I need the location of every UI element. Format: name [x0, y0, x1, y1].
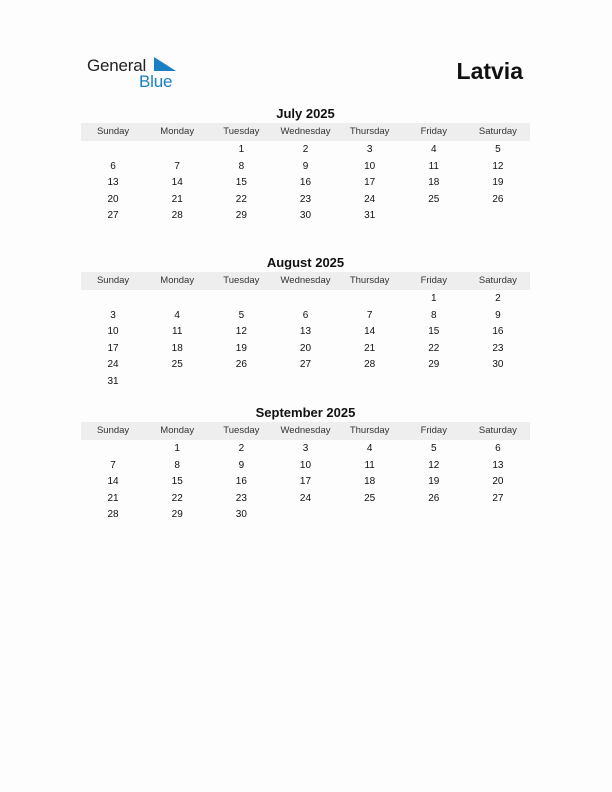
- week-row: [81, 507, 530, 524]
- week-row: [81, 357, 530, 374]
- day-cell: 11: [364, 459, 375, 471]
- day-cell: 23: [492, 342, 504, 354]
- day-cell: [81, 142, 145, 159]
- weekday-label: Saturday: [478, 425, 517, 436]
- day-cell: 10: [107, 326, 119, 338]
- week-row: [81, 175, 530, 192]
- day-cell: 21: [107, 492, 119, 504]
- day-cell: [466, 208, 530, 225]
- month-block: [81, 255, 530, 391]
- day-cell: 28: [171, 210, 183, 222]
- day-cell: 4: [430, 144, 437, 155]
- weekday-label: Thursday: [349, 126, 390, 137]
- day-cell: 11: [172, 326, 183, 338]
- week-rows: [81, 290, 530, 391]
- day-cell: 8: [174, 459, 180, 471]
- day-cell: 28: [107, 509, 119, 521]
- week-row: [81, 341, 530, 358]
- day-cell: 17: [107, 342, 119, 354]
- day-cell: 22: [428, 342, 440, 354]
- day-cell: 31: [107, 375, 119, 387]
- day-cell: 7: [110, 459, 116, 471]
- weekday-label: Thursday: [349, 425, 390, 436]
- day-cell: 24: [364, 193, 376, 205]
- day-cell: 27: [107, 210, 119, 222]
- day-cell: 18: [364, 476, 376, 488]
- day-cell: 9: [238, 459, 245, 471]
- day-cell: 15: [235, 177, 247, 189]
- logo-general-text: General: [87, 56, 147, 75]
- weekday-label: Sunday: [96, 126, 130, 137]
- day-cell: 22: [235, 193, 247, 205]
- day-cell: 6: [302, 309, 309, 321]
- week-row: [81, 374, 530, 391]
- day-cell: 15: [428, 326, 440, 338]
- day-cell: [209, 291, 273, 308]
- day-cell: 27: [492, 492, 504, 504]
- day-cell: 24: [299, 492, 312, 504]
- day-cell: [402, 507, 466, 524]
- day-cell: 25: [171, 359, 183, 371]
- month-block: [81, 106, 530, 225]
- weekday-header-row: [81, 272, 530, 290]
- day-cell: 2: [495, 293, 501, 304]
- day-cell: 6: [495, 443, 501, 454]
- day-cell: [273, 291, 337, 308]
- day-cell: 10: [364, 160, 376, 172]
- day-cell: [402, 374, 466, 391]
- day-cell: 7: [174, 160, 180, 172]
- day-cell: 22: [171, 492, 183, 504]
- day-cell: 1: [238, 144, 245, 155]
- day-cell: 7: [366, 309, 373, 321]
- day-cell: [338, 374, 402, 391]
- day-cell: 20: [492, 476, 504, 488]
- day-cell: 30: [299, 210, 312, 222]
- day-cell: 19: [428, 476, 440, 488]
- day-cell: 3: [366, 144, 373, 155]
- day-cell: 1: [430, 293, 437, 304]
- month-block: [81, 405, 530, 524]
- day-cell: 16: [235, 476, 247, 488]
- day-cell: 25: [364, 492, 376, 504]
- weekday-label: Saturday: [478, 275, 517, 286]
- day-cell: 13: [107, 177, 119, 189]
- weekday-label: Monday: [160, 126, 195, 137]
- day-cell: [466, 507, 530, 524]
- day-cell: 12: [492, 160, 504, 172]
- month-title: September 2025: [255, 405, 356, 420]
- day-cell: 26: [492, 193, 504, 205]
- day-cell: 5: [495, 144, 501, 155]
- weekday-header-row: [81, 422, 530, 440]
- day-cell: 16: [299, 177, 312, 189]
- day-cell: 19: [235, 342, 247, 354]
- day-cell: [81, 291, 145, 308]
- weekday-label: Friday: [420, 126, 447, 137]
- day-cell: 10: [299, 459, 312, 471]
- week-row: [81, 474, 530, 491]
- day-cell: [338, 507, 402, 524]
- day-cell: 13: [299, 326, 312, 338]
- weekday-label: Saturday: [478, 126, 517, 137]
- week-row: [81, 324, 530, 341]
- weekday-label: Friday: [420, 275, 447, 286]
- day-cell: 8: [238, 160, 245, 172]
- day-cell: 20: [299, 342, 312, 354]
- day-cell: 17: [299, 476, 312, 488]
- weekday-label: Monday: [160, 425, 195, 436]
- day-cell: 9: [495, 309, 501, 321]
- month-title: July 2025: [276, 106, 335, 121]
- day-cell: 29: [171, 509, 183, 521]
- day-cell: 31: [364, 210, 376, 222]
- country-title: Latvia: [456, 58, 523, 84]
- weekday-label: Thursday: [349, 275, 390, 286]
- day-cell: 20: [107, 193, 119, 205]
- day-cell: 14: [107, 476, 119, 488]
- day-cell: 26: [428, 492, 440, 504]
- month-title: August 2025: [266, 255, 345, 270]
- weekday-label: Sunday: [96, 425, 130, 436]
- day-cell: 29: [428, 359, 440, 371]
- weekday-label: Friday: [420, 425, 447, 436]
- day-cell: 12: [235, 326, 247, 338]
- day-cell: 12: [428, 459, 440, 471]
- week-row: [81, 491, 530, 508]
- week-row: [81, 308, 530, 325]
- week-row: [81, 458, 530, 475]
- day-cell: 23: [235, 492, 247, 504]
- day-cell: 15: [171, 476, 183, 488]
- day-cell: 30: [492, 359, 504, 371]
- weekday-label: Wednesday: [280, 425, 331, 436]
- day-cell: 2: [302, 144, 309, 155]
- day-cell: 14: [171, 177, 183, 189]
- logo-triangle-icon: [154, 57, 176, 71]
- day-cell: 25: [428, 193, 440, 205]
- day-cell: 4: [366, 443, 373, 454]
- week-row: [81, 291, 530, 308]
- day-cell: 23: [299, 193, 312, 205]
- week-row: [81, 159, 530, 176]
- day-cell: 18: [171, 342, 183, 354]
- weekday-label: Wednesday: [280, 126, 331, 137]
- day-cell: 21: [171, 193, 183, 205]
- weekday-label: Tuesday: [223, 126, 260, 137]
- day-cell: 5: [430, 443, 437, 454]
- day-cell: 16: [492, 326, 504, 338]
- week-rows: [81, 141, 530, 225]
- day-cell: 8: [430, 309, 437, 321]
- day-cell: 30: [235, 509, 247, 521]
- day-cell: 29: [235, 210, 247, 222]
- day-cell: 26: [235, 359, 247, 371]
- day-cell: 13: [492, 459, 504, 471]
- weekday-label: Tuesday: [223, 275, 260, 286]
- day-cell: 18: [428, 177, 440, 189]
- day-cell: 27: [299, 359, 312, 371]
- day-cell: 19: [492, 177, 504, 189]
- day-cell: 2: [238, 443, 245, 454]
- day-cell: 3: [302, 443, 309, 454]
- day-cell: 24: [107, 359, 119, 371]
- week-rows: [81, 440, 530, 524]
- day-cell: 5: [238, 309, 245, 321]
- day-cell: 11: [428, 160, 439, 172]
- day-cell: [273, 507, 337, 524]
- day-cell: 21: [364, 342, 376, 354]
- week-row: [81, 142, 530, 159]
- weekday-label: Monday: [160, 275, 195, 286]
- weekday-label: Wednesday: [280, 275, 331, 286]
- weekday-header-row: [81, 123, 530, 141]
- day-cell: 1: [174, 443, 180, 454]
- day-cell: [81, 441, 145, 458]
- day-cell: [145, 142, 209, 159]
- logo-blue-text: Blue: [139, 72, 173, 91]
- day-cell: [338, 291, 402, 308]
- day-cell: 6: [110, 160, 116, 172]
- day-cell: 14: [364, 326, 376, 338]
- day-cell: [145, 291, 209, 308]
- logo: [87, 56, 187, 92]
- day-cell: 17: [364, 177, 376, 189]
- day-cell: [466, 374, 530, 391]
- week-row: [81, 208, 530, 225]
- weekday-label: Sunday: [96, 275, 130, 286]
- week-row: [81, 441, 530, 458]
- day-cell: [402, 208, 466, 225]
- day-cell: 3: [110, 309, 116, 321]
- day-cell: [209, 374, 273, 391]
- day-cell: [145, 374, 209, 391]
- day-cell: 28: [364, 359, 376, 371]
- day-cell: [273, 374, 337, 391]
- day-cell: 4: [174, 309, 180, 321]
- week-row: [81, 192, 530, 209]
- day-cell: 9: [302, 160, 309, 172]
- weekday-label: Tuesday: [223, 425, 260, 436]
